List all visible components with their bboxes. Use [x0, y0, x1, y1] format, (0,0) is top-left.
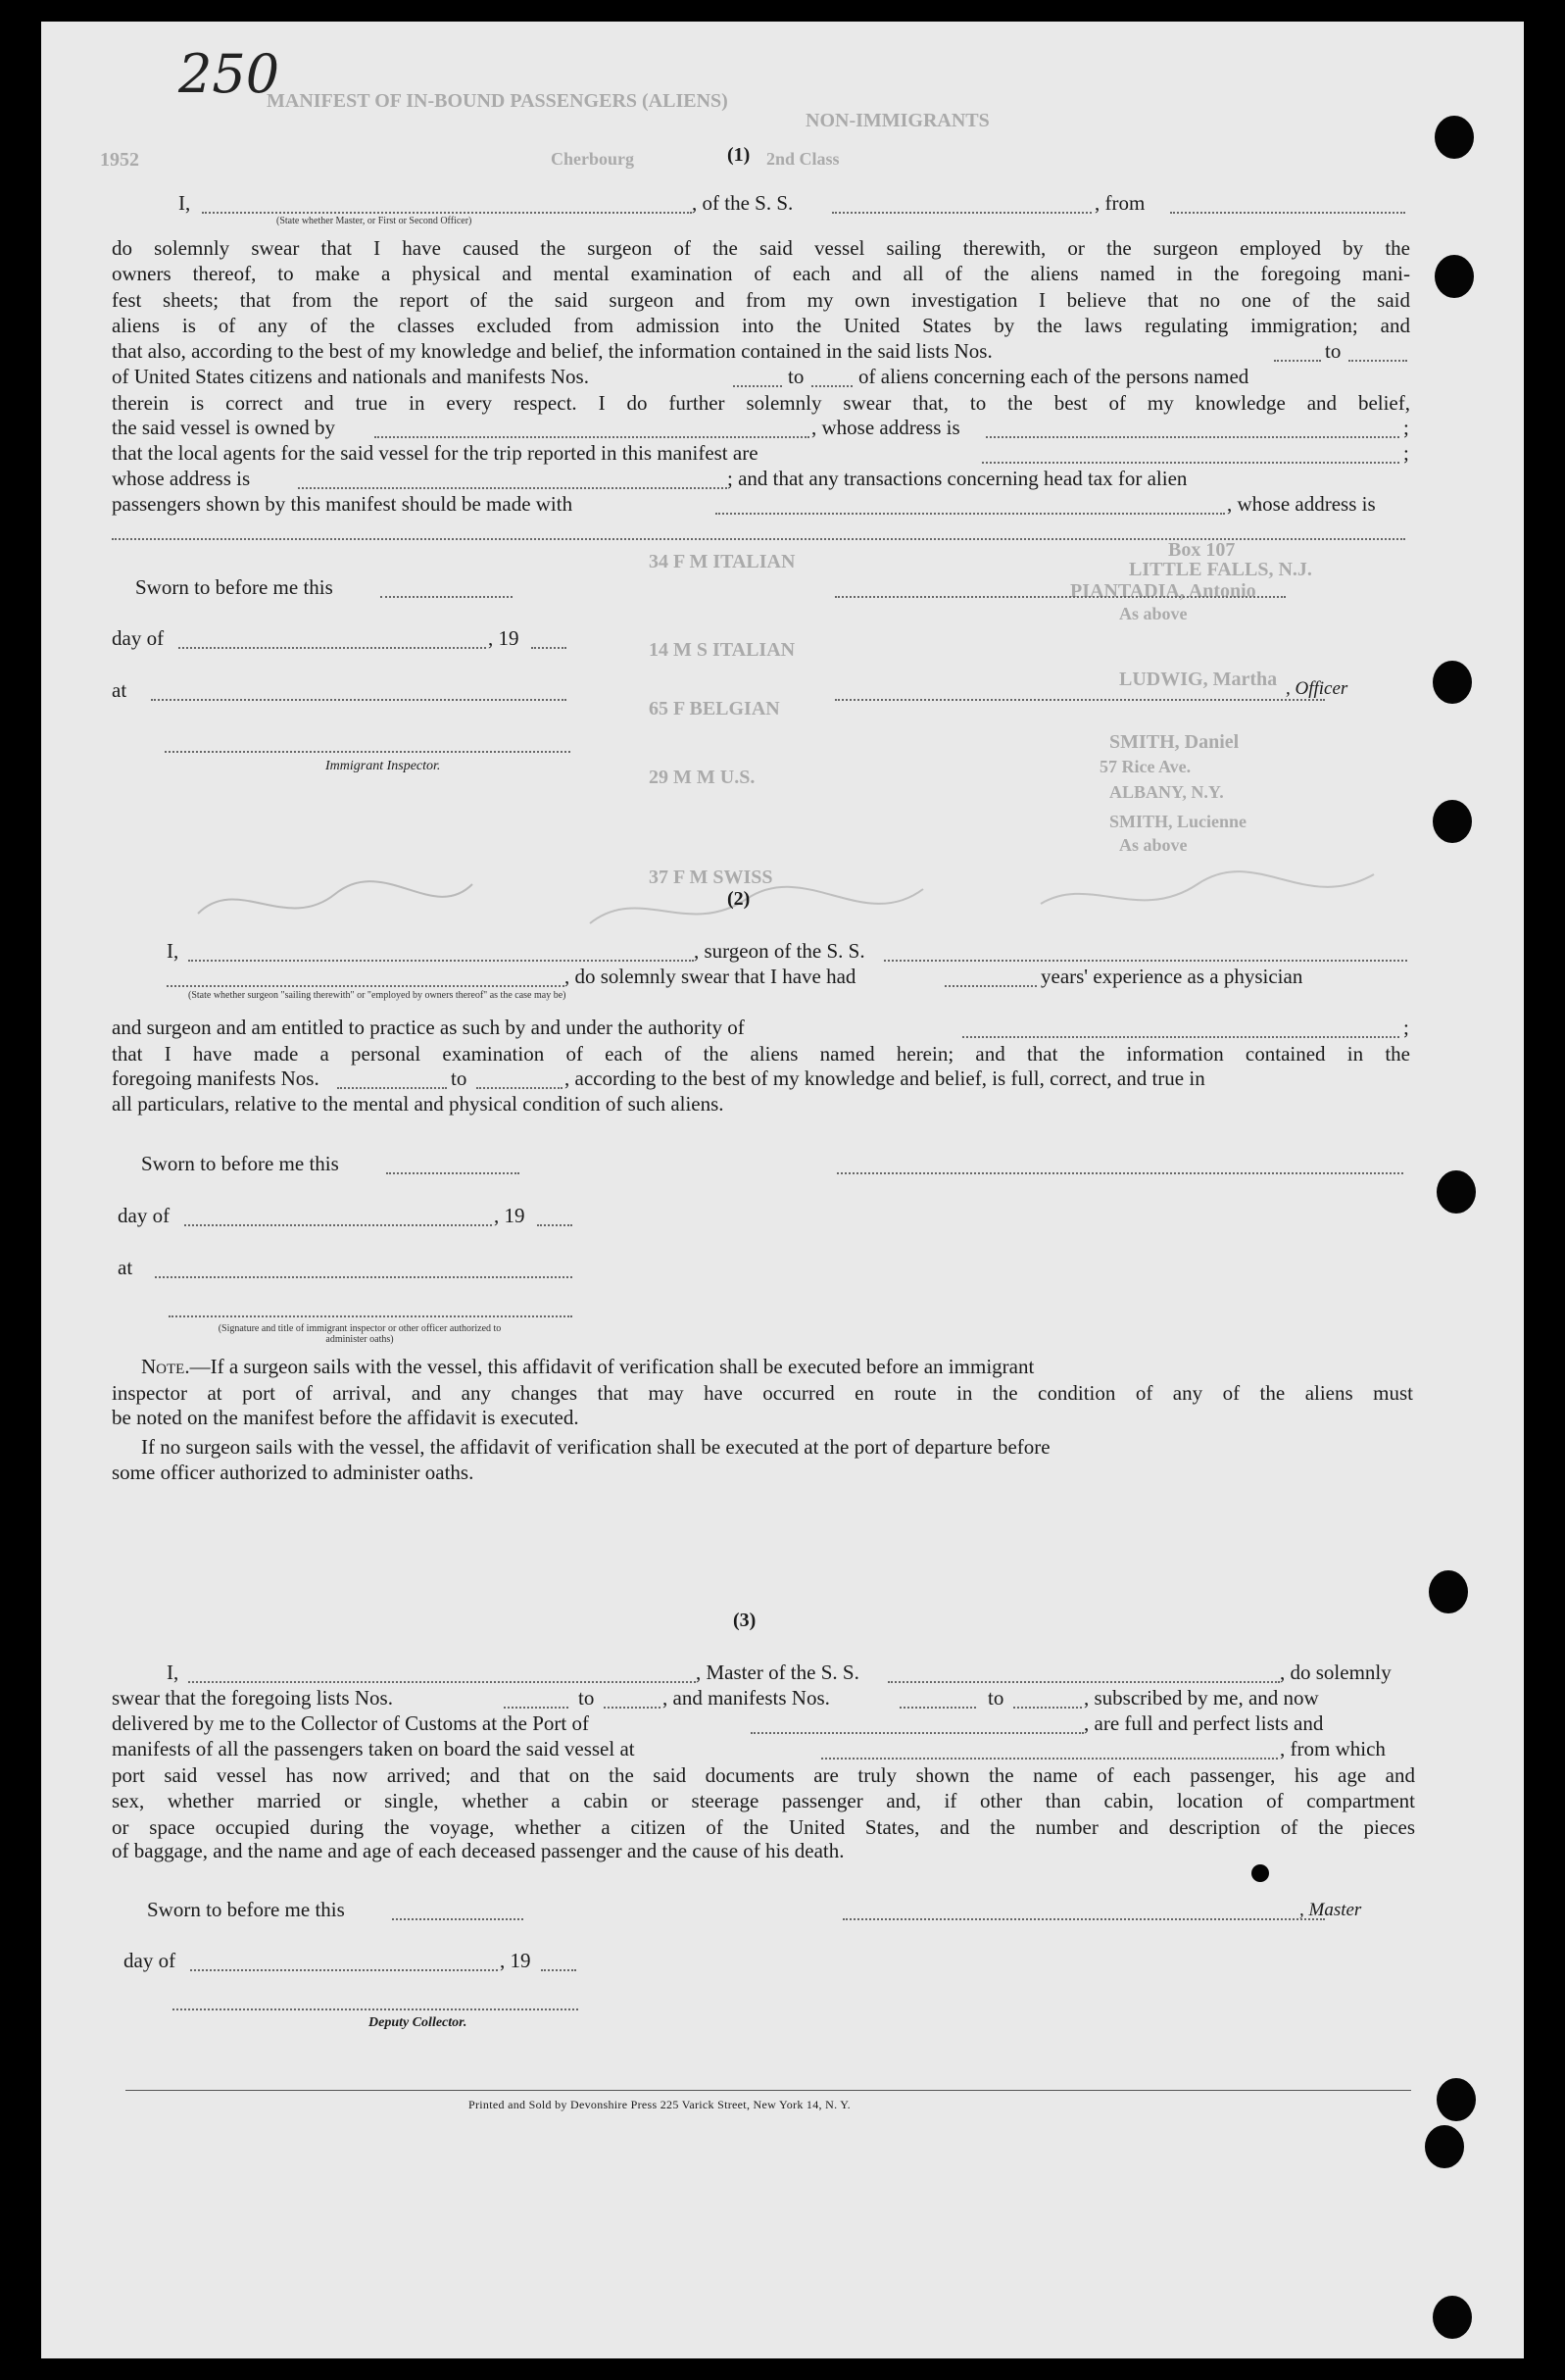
s1-officer-label: , Officer [1286, 678, 1348, 699]
s2-manifests-from-field[interactable] [337, 1087, 447, 1089]
s1-name-field[interactable] [202, 212, 692, 214]
s3-master-label: , Master of the S. S. [696, 1661, 859, 1684]
s2-semicolon: ; [1403, 1016, 1409, 1039]
ghost-entry: SMITH, Lucienne [1109, 812, 1247, 831]
s1-officer-signature-field[interactable] [835, 596, 1286, 598]
s2-authority-line: and surgeon and am entitled to practice as such by and under the authority of [112, 1016, 745, 1039]
s1-body [112, 390, 1410, 416]
s2-manifests-line: foregoing manifests Nos. [112, 1066, 319, 1090]
s3-master-caption: , Master [1299, 1900, 1362, 1920]
s2-note-body [112, 1380, 1413, 1406]
s1-year-field[interactable] [531, 647, 566, 649]
s2-sworn-label: Sworn to before me this [141, 1152, 339, 1175]
s3-sworn-label: Sworn to before me this [147, 1898, 345, 1921]
s2-manifests-to: to [451, 1066, 467, 1090]
s3-day-field[interactable] [190, 1969, 498, 1971]
s1-from-label: , from [1095, 191, 1146, 215]
punch-hole [1433, 800, 1472, 843]
ghost-entry: 14 M S ITALIAN [649, 639, 796, 661]
punch-hole [1425, 2125, 1464, 2168]
s3-deputy-signature-field[interactable] [172, 2008, 578, 2010]
s2-year-field[interactable] [537, 1224, 572, 1226]
punch-hole [1435, 255, 1474, 298]
s2-vessel-field[interactable] [884, 960, 1407, 962]
s2-note-text: —If a surgeon sails with the vessel, this affidavit of verification shall be executed before an immigrant [189, 1355, 1035, 1378]
punch-hole [1251, 1864, 1269, 1882]
s2-name-field[interactable] [188, 960, 694, 962]
s1-at-label: at [112, 678, 127, 702]
s3-name-field[interactable] [188, 1681, 696, 1683]
s1-caption: (State whether Master, or First or Second Officer) [276, 216, 472, 226]
s2-body [112, 1041, 1410, 1066]
s2-particulars-line: all particulars, relative to the mental and physical condition of such aliens. [112, 1092, 724, 1116]
manifest-affidavit-sheet [41, 22, 1524, 2358]
s2-authority-field[interactable] [962, 1036, 1399, 1038]
s1-officer-field[interactable] [835, 699, 1325, 701]
s1-agents-field[interactable] [982, 462, 1399, 464]
s1-body-line: owners thereof, to make a physical and mental examination of each and all of the aliens named in the foregoing mani- [112, 262, 1410, 286]
ghost-year: 1952 [100, 149, 139, 171]
s3-body-last-line: of baggage, and the name and age of each deceased passenger and the cause of his death. [112, 1839, 845, 1862]
s3-lists-from-field[interactable] [504, 1707, 568, 1709]
s3-manifests-to-field[interactable] [1013, 1707, 1082, 1709]
s1-owner-address-label: , whose address is [811, 416, 960, 439]
s2-body-line: that I have made a personal examination of each of the aliens named herein; and that the information contained in the [112, 1042, 1410, 1066]
ghost-title: MANIFEST OF IN-BOUND PASSENGERS (ALIENS) [267, 90, 728, 112]
s1-inspector-caption: Immigrant Inspector. [325, 759, 441, 773]
s1-body-line: fest sheets; that from the report of the said surgeon and from my own investigation I believe that no one of the said [112, 287, 1410, 312]
s3-subscribed-label: , subscribed by me, and now [1084, 1686, 1319, 1710]
s2-line1-prefix: I, [167, 939, 179, 963]
s1-headtax-agent-field[interactable] [715, 513, 1225, 515]
s3-day-label: day of [123, 1949, 176, 1972]
s1-body-line: do solemnly swear that I have caused the surgeon of the said vessel sailing therewith, or the surgeon employed by the [112, 236, 1410, 260]
ghost-entry: 29 M M U.S. [649, 767, 756, 788]
ghost-port: Cherbourg [551, 149, 634, 169]
s1-manifests-to: to [788, 365, 805, 388]
s2-note-first-line [141, 1355, 1034, 1379]
s2-surgeon-label: , surgeon of the S. S. [694, 939, 865, 963]
s3-solemnly-label: , do solemnly [1280, 1661, 1392, 1684]
s2-status-field[interactable] [167, 985, 564, 987]
s1-semicolon: ; [1403, 441, 1409, 465]
punch-hole [1429, 1570, 1468, 1613]
punch-hole [1437, 1170, 1476, 1214]
s2-sworn-field[interactable] [386, 1172, 519, 1174]
s3-body-line: or space occupied during the voyage, whether a citizen of the United States, and the number and description of the pieces [112, 1814, 1415, 1839]
s2-day-field[interactable] [184, 1224, 492, 1226]
s1-body-line: therein is correct and true in every respect. I do further solemnly swear that, to the best of my knowledge and belief, [112, 391, 1410, 415]
s2-inspector-signature-field[interactable] [169, 1315, 572, 1317]
s1-manifests-to-field[interactable] [811, 385, 853, 387]
s3-collector-line: delivered by me to the Collector of Customs at the Port of [112, 1711, 589, 1735]
s3-manifests-from-field[interactable] [900, 1707, 976, 1709]
s1-lists-to-field[interactable] [1348, 360, 1407, 362]
s1-at-field[interactable] [151, 699, 566, 701]
handwritten-page-number: 250 [178, 43, 280, 105]
s1-day-label: day of [112, 626, 165, 650]
punch-hole [1433, 661, 1472, 704]
s3-body-line: port said vessel has now arrived; and that on the said documents are truly shown the name of each passenger, his age and [112, 1763, 1415, 1787]
section-2-number: (2) [727, 888, 751, 910]
s3-year-field[interactable] [541, 1969, 576, 1971]
punch-hole [1435, 116, 1474, 159]
s1-sworn-field[interactable] [380, 596, 513, 598]
s2-note-line: be noted on the manifest before the affidavit is executed. [112, 1406, 579, 1429]
s2-sig-caption: (Signature and title of immigrant inspector or other officer authorized to administer oaths) [218, 1323, 502, 1345]
ghost-entry: SMITH, Daniel [1109, 731, 1240, 753]
s2-at-label: at [118, 1256, 133, 1279]
s1-from-field[interactable] [1170, 212, 1405, 214]
s1-owner-address-field[interactable] [986, 436, 1399, 438]
s2-surgeon-signature-field[interactable] [837, 1172, 1403, 1174]
ghost-entry: As above [1119, 604, 1188, 623]
s3-body [112, 1762, 1415, 1840]
punch-hole [1437, 2078, 1476, 2121]
s2-caption: (State whether surgeon "sailing therewith" or "employed by owners thereof" as the case may be) [188, 990, 566, 1001]
s1-body-line: aliens is of any of the classes excluded from admission into the United States by the laws regulating immigration; and [112, 314, 1410, 338]
ghost-entry: PIANTADIA, Antonio [1070, 580, 1256, 602]
s1-passengers-line: passengers shown by this manifest should be made with [112, 492, 573, 516]
s1-lists-line: that also, according to the best of my knowledge and belief, the information contained in the said lists Nos. [112, 339, 993, 363]
s3-lists-to: to [578, 1686, 595, 1710]
s1-address-line: whose address is [112, 467, 251, 490]
s2-years-label: years' experience as a physician [1041, 965, 1303, 988]
s1-aliens-text: of aliens concerning each of the persons named [858, 365, 1249, 388]
s2-according-text: , according to the best of my knowledge and belief, is full, correct, and true in [564, 1066, 1205, 1090]
s3-deputy-caption: Deputy Collector. [368, 2015, 467, 2030]
s3-from-which-label: , from which [1280, 1737, 1386, 1760]
s1-ss-label: , of the S. S. [692, 191, 794, 215]
s3-year-label: , 19 [500, 1949, 531, 1972]
s2-manifests-to-field[interactable] [476, 1087, 562, 1089]
s1-inspector-signature-field[interactable] [165, 751, 570, 753]
ghost-subtitle: NON-IMMIGRANTS [806, 110, 990, 131]
s1-manifests-from-field[interactable] [733, 385, 782, 387]
s1-lists-to: to [1325, 339, 1342, 363]
s1-year-label: , 19 [488, 626, 519, 650]
s1-owner-field[interactable] [374, 436, 809, 438]
s1-sworn-label: Sworn to before me this [135, 575, 333, 599]
s1-agents-line: that the local agents for the said vessel for the trip reported in this manifest are [112, 441, 758, 465]
ghost-entry: 37 F M SWISS [649, 867, 773, 888]
s3-manifests-to: to [988, 1686, 1004, 1710]
s3-master-signature-field[interactable] [843, 1918, 1325, 1920]
s3-line1-prefix: I, [167, 1661, 179, 1684]
s3-full-label: , are full and perfect lists and [1084, 1711, 1324, 1735]
s2-at-field[interactable] [155, 1276, 572, 1278]
s2-years-field[interactable] [945, 985, 1037, 987]
s1-lists-from-field[interactable] [1274, 360, 1321, 362]
s1-agents-address-field[interactable] [298, 487, 727, 489]
s2-note-line: inspector at port of arrival, and any changes that may have occurred en route in the condition of any of the aliens must [112, 1381, 1413, 1405]
s3-lists-to-field[interactable] [604, 1707, 660, 1709]
s1-semicolon: ; [1403, 416, 1409, 439]
s2-note2-line: some officer authorized to administer oaths. [112, 1461, 474, 1484]
s1-body [112, 235, 1410, 339]
ghost-entry: ALBANY, N.Y. [1109, 782, 1224, 802]
s3-vessel-field[interactable] [888, 1681, 1280, 1683]
s3-lists-line: swear that the foregoing lists Nos. [112, 1686, 393, 1710]
punch-hole [1433, 2296, 1472, 2339]
s2-day-label: day of [118, 1204, 171, 1227]
ghost-entry: Box 107 [1168, 539, 1236, 561]
section-1-number: (1) [727, 144, 751, 166]
s1-owned-line: the said vessel is owned by [112, 416, 336, 439]
s3-body-line: sex, whether married or single, whether a cabin or steerage passenger and, if other than cabin, location of compartment [112, 1789, 1415, 1813]
ghost-entry: LITTLE FALLS, N.J. [1129, 559, 1312, 580]
s1-day-field[interactable] [178, 647, 486, 649]
s3-embark-field[interactable] [821, 1758, 1278, 1760]
s1-vessel-field[interactable] [832, 212, 1092, 214]
s1-whose-address-2: , whose address is [1227, 492, 1376, 516]
printer-credit: Printed and Sold by Devonshire Press 225 Varick Street, New York 14, N. Y. [468, 2098, 851, 2111]
s2-swear-label: , do solemnly swear that I have had [564, 965, 856, 988]
s2-year-label: , 19 [494, 1204, 525, 1227]
s3-port-field[interactable] [751, 1732, 1084, 1734]
ghost-entry: 65 F BELGIAN [649, 698, 780, 719]
ghost-entry: 34 F M ITALIAN [649, 551, 796, 572]
ghost-entry: As above [1119, 835, 1188, 855]
ghost-entry: LUDWIG, Martha [1119, 669, 1278, 690]
s3-manifests-line: manifests of all the passengers taken on board the said vessel at [112, 1737, 635, 1760]
s2-note2-line: If no surgeon sails with the vessel, the affidavit of verification shall be executed at the port of departure before [141, 1435, 1051, 1459]
ghost-entry: 57 Rice Ave. [1100, 757, 1192, 776]
ghost-class: 2nd Class [766, 149, 840, 169]
footer-rule [125, 2090, 1411, 2091]
s1-line1-prefix: I, [178, 191, 191, 215]
s1-manifests-line: of United States citizens and nationals and manifests Nos. [112, 365, 589, 388]
s3-sworn-field[interactable] [392, 1918, 523, 1920]
s3-manifests-label: , and manifests Nos. [662, 1686, 830, 1710]
s1-headtax-text: ; and that any transactions concerning head tax for alien [727, 467, 1188, 490]
s2-note-label: Note. [141, 1355, 190, 1378]
section-3-number: (3) [733, 1610, 757, 1631]
